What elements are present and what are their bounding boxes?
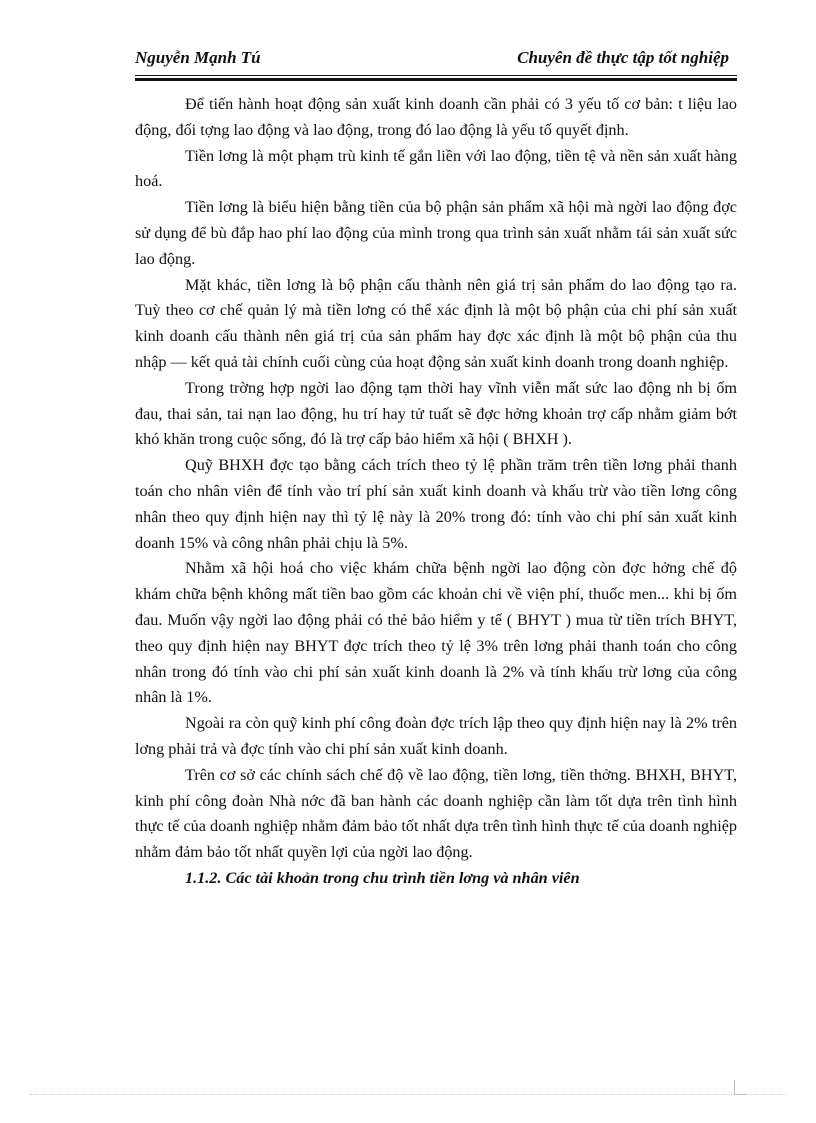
paragraph: Để tiến hành hoạt động sản xuất kinh doanh cần phải có 3 yếu tố cơ bản: t liệu lao động, đối tợng lao động và lao động, trong đó lao động là yếu tố quyết định. [135,95,737,139]
paragraph: Nhằm xã hội hoá cho việc khám chữa bệnh ngời lao động còn đợc hởng chế độ khám chữa bệnh không mất tiền bao gồm các khoản chi về viện phí, thuốc men... khi bị ốm đau. Muốn vậy ngời lao động phải có thẻ bảo hiểm y tế ( BHYT ) mua từ tiền trích BHYT, theo quy định hiện nay BHYT đợc trích theo tỷ lệ 3% trên lơng phải thanh toán cho công nhân trong đó tính vào chi phí sản xuất kinh doanh là 2% và tính khấu trừ lơng của công nhân là 1%. [135,559,737,707]
paragraph: Quỹ BHXH đợc tạo bằng cách trích theo tỷ lệ phần trăm trên tiền lơng phải thanh toán cho nhân viên để tính vào trí phí sản xuất kinh doanh và khấu trừ vào tiền lơng công nhân theo quy định hiện nay thì tỷ lệ này là 20% trong đó: tính vào chi phí sản xuất kinh doanh 15% và công nhân phải chịu là 5%. [135,456,737,552]
page-header [135,46,737,74]
header-rule-thick [135,78,737,81]
paragraph: Trong trờng hợp ngời lao động tạm thời hay vĩnh viễn mất sức lao động nh bị ốm đau, thai sản, tai nạn lao động, hu trí hay tử tuất sẽ đợc hởng khoản trợ cấp nhằm giảm bớt khó khăn trong cuộc sống, đó là trợ cấp bảo hiểm xã hội ( BHXH ). [135,378,737,449]
paragraph: Trên cơ sở các chính sách chế độ về lao động, tiền lơng, tiền thởng. BHXH, BHYT, kinh phí công đoàn Nhà nớc đã ban hành các doanh nghiệp cần làm tốt dựa trên tình hình thực tế của doanh nghiệp nhằm đảm bảo tốt nhất dựa trên tình hình thực tế của doanh nghiệp nhằm đảm bảo tốt nhất quyền lợi của ngời lao động. [135,765,737,862]
header-author: Nguyễn Mạnh Tú [135,48,261,67]
paragraph: Tiền lơng là biểu hiện bằng tiền của bộ phận sản phẩm xã hội mà ngời lao động đợc sử dụng để bù đắp hao phí lao động của mình trong qua trình sản xuất nhằm tái sản xuất sức lao động. [135,198,737,268]
header-title: Chuyên đề thực tập tốt nghiệp [517,48,729,67]
paragraph: Tiền lơng là một phạm trù kinh tế gắn liền với lao động, tiền tệ và nền sản xuất hàng hoá. [135,146,737,191]
header-rule-thin [135,75,737,76]
page-corner-mark [734,1080,747,1095]
document-body [135,92,737,892]
paragraph: Mặt khác, tiền lơng là bộ phận cấu thành nên giá trị sản phẩm do lao động tạo ra. Tuỳ theo cơ chế quản lý mà tiền lơng có thể xác định là một bộ phận của chi phí sản xuất kinh doanh cấu thành nên giá trị của sản phẩm hay đợc xác định là một bộ phận của thu nhập — kết quả tài chính cuối cùng của hoạt động sản xuất kinh doanh trong doanh nghiệp. [135,275,737,371]
section-heading: 1.1.2. Các tài khoản trong chu trình tiền lơng và nhân viên [185,868,580,887]
footer-dotted-line [30,1094,786,1095]
paragraph: Ngoài ra còn quỹ kinh phí công đoàn đợc trích lập theo quy định hiện nay là 2% trên lơng phải trả và đợc tính vào chi phí sản xuất kinh doanh. [135,714,737,758]
